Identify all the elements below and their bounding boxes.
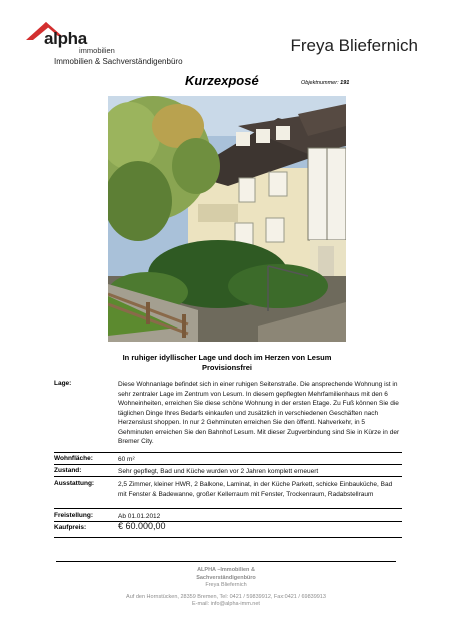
- divider: [54, 537, 402, 538]
- property-photo: [108, 96, 346, 342]
- footer-owner: Freya Bliefernich: [205, 582, 247, 588]
- detail-label: Kaufpreis:: [54, 524, 87, 531]
- listing-headline: [100, 353, 354, 373]
- footer-divider: [56, 561, 396, 562]
- detail-location: [54, 380, 402, 450]
- object-number-label: Objektnummer:: [301, 80, 339, 86]
- footer-email: E-mail: info@alpha-imm.net: [192, 601, 260, 607]
- detail-label: Ausstattung:: [54, 480, 95, 487]
- price-value: € 60.000,00: [118, 521, 166, 531]
- detail-value: 60 m²: [118, 456, 135, 463]
- detail-area: [54, 455, 402, 467]
- logo-subtitle: immobilien: [79, 46, 115, 55]
- detail-label: Wohnfläche:: [54, 455, 93, 462]
- footer-address: Auf den Hornstücken, 28359 Bremen, Tel: 0421 / 59839912, Fax:0421 / 69839913: [126, 593, 326, 600]
- detail-label: Zustand:: [54, 467, 82, 474]
- footer: [0, 567, 452, 609]
- detail-label: Lage:: [54, 380, 72, 387]
- divider: [54, 464, 402, 465]
- divider: [54, 508, 402, 509]
- divider: [54, 476, 402, 477]
- divider: [54, 452, 402, 453]
- footer-company-2: Sachverständigenbüro: [196, 574, 256, 581]
- footer-company: ALPHA –Immobilien &: [197, 567, 255, 573]
- object-number-value: 191: [340, 80, 350, 86]
- detail-value: 2,5 Zimmer, kleiner HWR, 2 Balkone, Laminat, in der Küche Parkett, schicke Einbauküche, Bad mit Fenster & Badewanne, großer Kellerraum mit Fenster, Trockenraum, Radabstellraum: [118, 481, 393, 498]
- object-number: [301, 80, 349, 86]
- headline-commission: Provisionsfrei: [201, 363, 253, 372]
- document-title: Kurzexposé: [185, 73, 259, 88]
- detail-price: [54, 521, 402, 538]
- logo-tagline: Immobilien & Sachverständigenbüro: [54, 57, 183, 66]
- company-logo: [24, 20, 234, 70]
- detail-label: Freistellung:: [54, 512, 94, 519]
- detail-value: Sehr gepflegt, Bad und Küche wurden vor 2 Jahren komplett erneuert: [118, 468, 319, 475]
- headline-main: In ruhiger idyllischer Lage und doch im Herzen von Lesum: [122, 353, 332, 362]
- owner-name: Freya Bliefernich: [290, 36, 418, 55]
- logo-wordmark: alpha: [44, 29, 87, 48]
- detail-features: [54, 480, 402, 510]
- detail-value: Ab 01.01.2012: [118, 513, 161, 520]
- detail-condition: [54, 467, 402, 479]
- detail-value: Diese Wohnanlage befindet sich in einer ruhigen Seitenstraße. Die ansprechende Wohnung ist in sehr zentraler Lage im Zentrum von Lesum. In diesem gepflegten Mehrfamilienhaus mit den 6 Wohneinheiten, erreichen Sie diese schöne Wohnung in der ersten Etage. Zu Fuß können Sie die täglichen Dinge Ihres Bedarfs einkaufen und zusätzlich in verschiedenen Geschäften nach Herzenslust shoppen. In nur 2 Gehminuten erreichen Sie den öffentl. Nahverkehr, in 5 Gehminuten erreichen Sie den Bahnhof Lesum. Mit dieser Zugverbindung sind Sie in Kürze in der Bremer City.: [118, 381, 400, 445]
